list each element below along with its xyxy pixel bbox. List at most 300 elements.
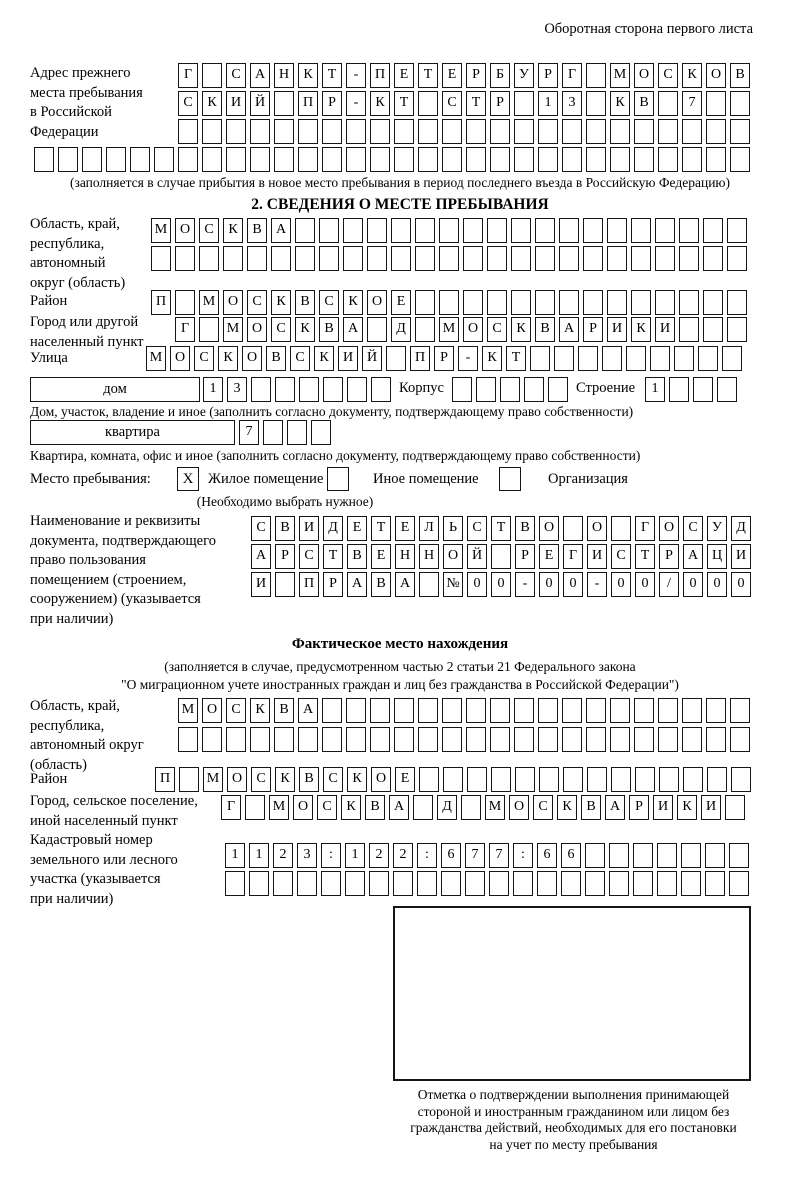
- char-box: Д: [437, 795, 457, 820]
- char-box: [731, 767, 751, 792]
- char-box: К: [677, 795, 697, 820]
- char-box: [586, 63, 606, 88]
- char-box: [693, 377, 713, 402]
- char-box: [561, 871, 581, 896]
- char-box: [418, 91, 438, 116]
- char-box: [271, 246, 291, 271]
- char-box: В: [730, 63, 750, 88]
- char-box: К: [343, 290, 363, 315]
- char-box: [442, 698, 462, 723]
- char-box: [442, 727, 462, 752]
- char-box: [725, 795, 745, 820]
- document-label-line: право пользования: [30, 552, 146, 568]
- char-box: [322, 727, 342, 752]
- char-box: [226, 727, 246, 752]
- cadastre-label-line: Кадастровый номер: [30, 832, 153, 848]
- char-box: [722, 346, 742, 371]
- city-label-actual-line: иной населенный пункт: [30, 812, 178, 829]
- char-box: [535, 218, 555, 243]
- char-box: [727, 290, 747, 315]
- char-box: 2: [273, 843, 293, 868]
- char-box: А: [298, 698, 318, 723]
- char-box: [633, 871, 653, 896]
- char-box: 6: [537, 843, 557, 868]
- stamp-caption-line: на учет по месту пребывания: [489, 1136, 658, 1152]
- char-box: Р: [275, 544, 295, 569]
- char-box: Р: [490, 91, 510, 116]
- document-row-1: [251, 516, 755, 541]
- char-box: [199, 246, 219, 271]
- char-box: [727, 218, 747, 243]
- char-box: [466, 147, 486, 172]
- char-box: [202, 727, 222, 752]
- char-box: [225, 871, 245, 896]
- char-box: С: [317, 795, 337, 820]
- char-box: [511, 246, 531, 271]
- char-box: [249, 871, 269, 896]
- char-box: [587, 767, 607, 792]
- char-box: [465, 871, 485, 896]
- char-box: П: [151, 290, 171, 315]
- char-box: [58, 147, 78, 172]
- char-box: [514, 91, 534, 116]
- char-box: [346, 147, 366, 172]
- char-box: [607, 246, 627, 271]
- char-box: Р: [323, 572, 343, 597]
- char-box: [298, 119, 318, 144]
- document-label-line: документа, подтверждающего: [30, 532, 216, 549]
- char-box: [413, 795, 433, 820]
- char-box: [658, 119, 678, 144]
- char-box: 6: [561, 843, 581, 868]
- region-label-actual-line: республика,: [30, 717, 105, 734]
- char-box: Р: [629, 795, 649, 820]
- char-box: [511, 290, 531, 315]
- char-box: [583, 218, 603, 243]
- char-box: [634, 147, 654, 172]
- char-box: П: [410, 346, 430, 371]
- char-box: О: [247, 317, 267, 342]
- char-box: 0: [467, 572, 487, 597]
- char-box: М: [269, 795, 289, 820]
- char-box: В: [371, 572, 391, 597]
- prev-address-row-1: [178, 63, 754, 88]
- char-box: -: [458, 346, 478, 371]
- char-box: Т: [491, 516, 511, 541]
- char-box: Н: [395, 544, 415, 569]
- char-box: И: [701, 795, 721, 820]
- char-box: М: [223, 317, 243, 342]
- prev-address-label-line: Адрес прежнего: [30, 65, 131, 81]
- char-box: 0: [707, 572, 727, 597]
- char-box: К: [314, 346, 334, 371]
- char-box: X: [177, 467, 199, 491]
- char-box: О: [587, 516, 607, 541]
- char-box: [463, 218, 483, 243]
- char-box: [548, 377, 568, 402]
- char-box: :: [513, 843, 533, 868]
- char-box: [345, 871, 365, 896]
- region-label-actual-line: автономный округ: [30, 737, 144, 753]
- city-label-actual: [30, 792, 228, 831]
- char-box: [322, 698, 342, 723]
- char-box: [463, 290, 483, 315]
- apartment-number-row: [239, 420, 335, 445]
- region-label-line: автономный: [30, 255, 106, 271]
- char-box: С: [247, 290, 267, 315]
- char-box: А: [250, 63, 270, 88]
- char-box: /: [659, 572, 679, 597]
- char-box: С: [271, 317, 291, 342]
- char-box: [539, 767, 559, 792]
- char-box: У: [514, 63, 534, 88]
- char-box: [386, 346, 406, 371]
- char-box: [706, 91, 726, 116]
- char-box: О: [227, 767, 247, 792]
- char-box: В: [319, 317, 339, 342]
- stay-type-option-other: Иное помещение: [373, 471, 479, 487]
- char-box: [442, 147, 462, 172]
- char-box: Й: [250, 91, 270, 116]
- char-box: К: [682, 63, 702, 88]
- stay-type-option-organization: Организация: [548, 471, 628, 487]
- char-box: [609, 871, 629, 896]
- char-box: С: [487, 317, 507, 342]
- char-box: [681, 843, 701, 868]
- stay-type-checkbox-other: [327, 467, 353, 492]
- char-box: [535, 246, 555, 271]
- char-box: [274, 119, 294, 144]
- char-box: [199, 317, 219, 342]
- char-box: -: [346, 63, 366, 88]
- char-box: [500, 377, 520, 402]
- char-box: [251, 377, 271, 402]
- char-box: [178, 727, 198, 752]
- char-box: А: [389, 795, 409, 820]
- char-box: Ь: [443, 516, 463, 541]
- char-box: [706, 698, 726, 723]
- char-box: П: [370, 63, 390, 88]
- char-box: [297, 871, 317, 896]
- registration-stamp-box: [393, 906, 751, 1081]
- char-box: 0: [539, 572, 559, 597]
- char-box: К: [298, 63, 318, 88]
- street-label: Улица: [30, 350, 68, 366]
- char-box: [658, 91, 678, 116]
- char-box: 3: [562, 91, 582, 116]
- char-box: М: [485, 795, 505, 820]
- char-box: [674, 346, 694, 371]
- char-box: В: [295, 290, 315, 315]
- char-box: 6: [441, 843, 461, 868]
- char-box: [703, 218, 723, 243]
- char-box: [631, 246, 651, 271]
- char-box: [634, 698, 654, 723]
- char-box: И: [587, 544, 607, 569]
- char-box: [275, 377, 295, 402]
- region-row-2: [151, 246, 751, 271]
- char-box: [415, 290, 435, 315]
- char-box: [705, 871, 725, 896]
- char-box: [514, 698, 534, 723]
- char-box: [655, 218, 675, 243]
- char-box: К: [347, 767, 367, 792]
- char-box: 0: [683, 572, 703, 597]
- char-box: [346, 727, 366, 752]
- char-box: [295, 218, 315, 243]
- char-box: [370, 147, 390, 172]
- char-box: -: [587, 572, 607, 597]
- char-box: А: [605, 795, 625, 820]
- char-box: [452, 377, 472, 402]
- char-box: И: [655, 317, 675, 342]
- char-box: [698, 346, 718, 371]
- char-box: М: [199, 290, 219, 315]
- char-box: Т: [394, 91, 414, 116]
- char-box: Г: [563, 544, 583, 569]
- char-box: [530, 346, 550, 371]
- char-box: Д: [731, 516, 751, 541]
- char-box: М: [178, 698, 198, 723]
- stroenie-label: Строение: [576, 380, 636, 396]
- char-box: Г: [562, 63, 582, 88]
- char-box: 0: [563, 572, 583, 597]
- char-box: Е: [395, 767, 415, 792]
- char-box: [586, 727, 606, 752]
- char-box: Р: [538, 63, 558, 88]
- document-row-2: [251, 544, 755, 569]
- char-box: К: [275, 767, 295, 792]
- char-box: К: [557, 795, 577, 820]
- char-box: Т: [371, 516, 391, 541]
- char-box: [369, 871, 389, 896]
- document-label-line: Наименование и реквизиты: [30, 513, 201, 529]
- char-box: [657, 871, 677, 896]
- char-box: [367, 317, 387, 342]
- char-box: [562, 119, 582, 144]
- char-box: [226, 147, 246, 172]
- char-box: [34, 147, 54, 172]
- char-box: [730, 698, 750, 723]
- char-box: [730, 147, 750, 172]
- stamp-caption-line: гражданства действий, необходимых для его постановки: [410, 1120, 737, 1135]
- prev-address-label: [30, 64, 170, 142]
- char-box: [370, 727, 390, 752]
- char-box: Г: [221, 795, 241, 820]
- char-box: [343, 218, 363, 243]
- char-box: И: [251, 572, 271, 597]
- char-box: [263, 420, 283, 445]
- section2-title: 2. СВЕДЕНИЯ О МЕСТЕ ПРЕБЫВАНИЯ: [251, 196, 549, 213]
- char-box: [658, 698, 678, 723]
- char-box: [703, 317, 723, 342]
- char-box: [175, 246, 195, 271]
- stamp-caption-line: Отметка о подтверждении выполнения принимающей: [417, 1087, 730, 1102]
- char-box: С: [533, 795, 553, 820]
- char-box: К: [218, 346, 238, 371]
- char-box: [466, 119, 486, 144]
- char-box: [586, 698, 606, 723]
- char-box: -: [346, 91, 366, 116]
- char-box: [491, 767, 511, 792]
- char-box: [650, 346, 670, 371]
- district-row: [151, 290, 751, 315]
- stay-type-label: Место пребывания:: [30, 471, 151, 487]
- char-box: [476, 377, 496, 402]
- char-box: [706, 119, 726, 144]
- char-box: [347, 377, 367, 402]
- char-box: [682, 698, 702, 723]
- char-box: [559, 218, 579, 243]
- char-box: [417, 871, 437, 896]
- char-box: К: [482, 346, 502, 371]
- char-box: [226, 119, 246, 144]
- document-label-line: сооружением) (указывается: [30, 591, 201, 607]
- cadastre-label: [30, 831, 220, 909]
- char-box: [515, 767, 535, 792]
- region-label-line: округ (область): [30, 274, 126, 291]
- char-box: :: [417, 843, 437, 868]
- char-box: С: [319, 290, 339, 315]
- char-box: [730, 727, 750, 752]
- char-box: Й: [467, 544, 487, 569]
- char-box: Т: [506, 346, 526, 371]
- char-box: [562, 147, 582, 172]
- char-box: [538, 119, 558, 144]
- char-box: [524, 377, 544, 402]
- char-box: [250, 727, 270, 752]
- char-box: [706, 147, 726, 172]
- prev-address-label-line: места пребывания: [30, 84, 143, 101]
- char-box: С: [290, 346, 310, 371]
- char-box: [562, 698, 582, 723]
- choose-note: (Необходимо выбрать нужное): [196, 494, 374, 509]
- region-label-actual-line: (область): [30, 756, 87, 773]
- region-label: [30, 215, 145, 293]
- char-box: А: [271, 218, 291, 243]
- char-box: [298, 147, 318, 172]
- char-box: [633, 843, 653, 868]
- char-box: [563, 767, 583, 792]
- stay-type-checkbox-organization: [499, 467, 525, 492]
- city-row: [175, 317, 751, 342]
- city-label-line: Город или другой: [30, 314, 139, 330]
- char-box: [439, 246, 459, 271]
- char-box: [367, 218, 387, 243]
- char-box: Р: [515, 544, 535, 569]
- char-box: [489, 871, 509, 896]
- stamp-caption: [381, 1087, 766, 1153]
- apartment-type-box: квартира: [30, 420, 235, 445]
- char-box: [321, 871, 341, 896]
- char-box: [679, 246, 699, 271]
- char-box: [610, 727, 630, 752]
- char-box: [175, 290, 195, 315]
- char-box: [658, 727, 678, 752]
- char-box: [657, 843, 677, 868]
- char-box: [655, 290, 675, 315]
- char-box: У: [707, 516, 727, 541]
- char-box: О: [371, 767, 391, 792]
- char-box: 1: [203, 377, 223, 402]
- char-box: [178, 119, 198, 144]
- char-box: [610, 119, 630, 144]
- document-label: [30, 512, 255, 629]
- char-box: М: [146, 346, 166, 371]
- char-box: [250, 147, 270, 172]
- char-box: Т: [418, 63, 438, 88]
- char-box: [585, 843, 605, 868]
- char-box: [658, 147, 678, 172]
- char-box: [179, 767, 199, 792]
- char-box: В: [535, 317, 555, 342]
- char-box: [610, 698, 630, 723]
- char-box: [274, 727, 294, 752]
- char-box: Т: [466, 91, 486, 116]
- char-box: [311, 420, 331, 445]
- char-box: [415, 246, 435, 271]
- char-box: [705, 843, 725, 868]
- char-box: [487, 218, 507, 243]
- prev-address-label-line: в Российской: [30, 104, 112, 120]
- house-type-box: дом: [30, 377, 200, 402]
- char-box: М: [203, 767, 223, 792]
- char-box: [346, 119, 366, 144]
- char-box: [287, 420, 307, 445]
- char-box: [610, 147, 630, 172]
- char-box: [319, 218, 339, 243]
- char-box: В: [275, 516, 295, 541]
- char-box: [607, 218, 627, 243]
- char-box: [586, 119, 606, 144]
- char-box: 7: [682, 91, 702, 116]
- char-box: А: [395, 572, 415, 597]
- char-box: [418, 727, 438, 752]
- char-box: [490, 147, 510, 172]
- char-box: [415, 218, 435, 243]
- document-label-line: при наличии): [30, 610, 114, 627]
- char-box: [322, 119, 342, 144]
- char-box: [535, 290, 555, 315]
- char-box: Р: [322, 91, 342, 116]
- char-box: Н: [419, 544, 439, 569]
- char-box: [611, 516, 631, 541]
- city-label-actual-line: Город, сельское поселение,: [30, 793, 198, 809]
- char-box: В: [365, 795, 385, 820]
- korpus-label: Корпус: [399, 380, 444, 396]
- korpus-row: [452, 377, 572, 402]
- char-box: В: [266, 346, 286, 371]
- char-box: [223, 246, 243, 271]
- char-box: [669, 377, 689, 402]
- char-box: К: [631, 317, 651, 342]
- char-box: И: [607, 317, 627, 342]
- char-box: [299, 377, 319, 402]
- char-box: [490, 727, 510, 752]
- stamp-caption-line: стороной и иностранным гражданином или лицом без: [417, 1103, 730, 1119]
- char-box: [467, 767, 487, 792]
- char-box: Г: [178, 63, 198, 88]
- char-box: 0: [611, 572, 631, 597]
- char-box: И: [338, 346, 358, 371]
- char-box: С: [658, 63, 678, 88]
- char-box: Л: [419, 516, 439, 541]
- char-box: О: [706, 63, 726, 88]
- char-box: [343, 246, 363, 271]
- char-box: 1: [225, 843, 245, 868]
- char-box: 2: [393, 843, 413, 868]
- char-box: Е: [391, 290, 411, 315]
